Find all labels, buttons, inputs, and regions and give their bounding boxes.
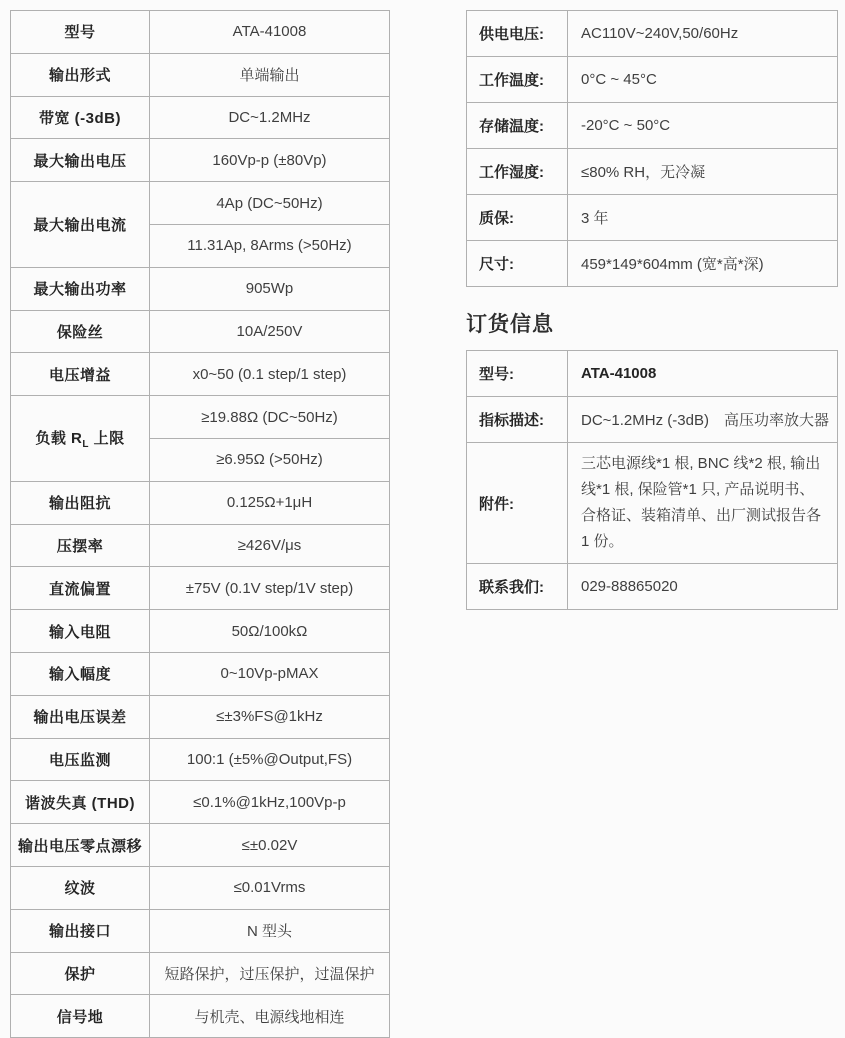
env-label-supply-voltage: 供电电压: <box>467 11 568 57</box>
table-row <box>11 952 390 995</box>
table-row <box>11 396 390 439</box>
spec-value-slew-rate: ≥426V/μs <box>150 524 390 567</box>
env-value-operating-humidity: ≤80% RH，无冷凝 <box>568 149 838 195</box>
order-label-description: 指标描述: <box>467 397 568 443</box>
spec-value-model: ATA-41008 <box>150 11 390 54</box>
table-row <box>11 182 390 225</box>
spec-label-voltage-monitor: 电压监测 <box>11 738 150 781</box>
spec-label-load-rl-limit <box>11 396 150 482</box>
env-label-storage-temp: 存储温度: <box>467 103 568 149</box>
spec-table <box>10 10 390 1038</box>
spec-value-max-output-current-2: 11.31Ap, 8Arms (>50Hz) <box>150 224 390 267</box>
table-row <box>11 481 390 524</box>
table-row <box>467 195 838 241</box>
order-label-contact: 联系我们: <box>467 564 568 610</box>
spec-value-max-output-current-1: 4Ap (DC~50Hz) <box>150 182 390 225</box>
table-row <box>11 824 390 867</box>
spec-label-input-amplitude: 输入幅度 <box>11 652 150 695</box>
spec-value-output-form: 单端输出 <box>150 53 390 96</box>
spec-value-protection: 短路保护，过压保护，过温保护 <box>150 952 390 995</box>
env-value-operating-temp: 0°C ~ 45°C <box>568 57 838 103</box>
spec-label-protection: 保护 <box>11 952 150 995</box>
spec-value-output-impedance: 0.125Ω+1μH <box>150 481 390 524</box>
spec-value-voltage-gain: x0~50 (0.1 step/1 step) <box>150 353 390 396</box>
env-label-operating-temp: 工作温度: <box>467 57 568 103</box>
spec-label-thd: 谐波失真 (THD) <box>11 781 150 824</box>
table-row <box>11 524 390 567</box>
load-label-subscript: L <box>82 438 89 450</box>
order-value-accessories: 三芯电源线*1 根, BNC 线*2 根, 输出线*1 根, 保险管*1 只, 产品说明书、合格证、装箱清单、出厂测试报告各 1 份。 <box>568 443 838 564</box>
order-value-description: DC~1.2MHz (-3dB) 高压功率放大器 <box>568 397 838 443</box>
table-row <box>467 564 838 610</box>
table-row <box>11 738 390 781</box>
table-row <box>467 443 838 564</box>
env-value-supply-voltage: AC110V~240V,50/60Hz <box>568 11 838 57</box>
spec-value-load-rl-2: ≥6.95Ω (>50Hz) <box>150 438 390 481</box>
order-value-contact: 029-88865020 <box>568 564 838 610</box>
spec-value-input-resistance: 50Ω/100kΩ <box>150 610 390 653</box>
table-row <box>467 57 838 103</box>
env-label-warranty: 质保: <box>467 195 568 241</box>
table-row <box>11 652 390 695</box>
order-label-accessories: 附件: <box>467 443 568 564</box>
right-column <box>466 10 838 610</box>
spec-label-voltage-gain: 电压增益 <box>11 353 150 396</box>
env-value-dimensions: 459*149*604mm (宽*高*深) <box>568 241 838 287</box>
table-row <box>11 11 390 54</box>
spec-value-bandwidth: DC~1.2MHz <box>150 96 390 139</box>
spec-value-max-output-voltage: 160Vp-p (±80Vp) <box>150 139 390 182</box>
table-row <box>11 353 390 396</box>
spec-value-max-output-power: 905Wp <box>150 267 390 310</box>
order-label-model: 型号: <box>467 351 568 397</box>
table-row <box>467 103 838 149</box>
table-row <box>11 866 390 909</box>
table-row <box>11 695 390 738</box>
table-row <box>467 241 838 287</box>
spec-label-output-connector: 输出接口 <box>11 909 150 952</box>
spec-value-thd: ≤0.1%@1kHz,100Vp-p <box>150 781 390 824</box>
environment-table <box>466 10 838 287</box>
spec-label-fuse: 保险丝 <box>11 310 150 353</box>
env-value-warranty: 3 年 <box>568 195 838 241</box>
table-row <box>11 909 390 952</box>
table-row <box>11 267 390 310</box>
table-row <box>11 567 390 610</box>
spec-value-zero-drift: ≤±0.02V <box>150 824 390 867</box>
order-info-heading: 订货信息 <box>466 313 554 336</box>
spec-value-load-rl-1: ≥19.88Ω (DC~50Hz) <box>150 396 390 439</box>
spec-label-output-impedance: 输出阻抗 <box>11 481 150 524</box>
table-row <box>11 139 390 182</box>
spec-label-signal-ground: 信号地 <box>11 995 150 1038</box>
table-row <box>467 149 838 195</box>
spec-label-input-resistance: 输入电阻 <box>11 610 150 653</box>
order-info-table <box>466 350 838 610</box>
spec-value-signal-ground: 与机壳、电源线地相连 <box>150 995 390 1038</box>
spec-label-dc-offset: 直流偏置 <box>11 567 150 610</box>
table-row <box>467 11 838 57</box>
spec-label-max-output-voltage: 最大输出电压 <box>11 139 150 182</box>
spec-value-input-amplitude: 0~10Vp-pMAX <box>150 652 390 695</box>
load-label-prefix: 负载 R <box>35 429 83 447</box>
table-row <box>11 610 390 653</box>
env-label-dimensions: 尺寸: <box>467 241 568 287</box>
spec-value-voltage-monitor: 100:1 (±5%@Output,FS) <box>150 738 390 781</box>
env-label-operating-humidity: 工作湿度: <box>467 149 568 195</box>
table-row <box>11 310 390 353</box>
spec-label-max-output-power: 最大输出功率 <box>11 267 150 310</box>
table-row <box>11 781 390 824</box>
table-row <box>11 995 390 1038</box>
table-row <box>467 351 838 397</box>
spec-label-max-output-current: 最大输出电流 <box>11 182 150 268</box>
load-label-suffix: 上限 <box>88 429 125 447</box>
spec-label-model: 型号 <box>11 11 150 54</box>
spec-value-output-voltage-error: ≤±3%FS@1kHz <box>150 695 390 738</box>
table-row <box>467 397 838 443</box>
spec-value-ripple: ≤0.01Vrms <box>150 866 390 909</box>
spec-value-output-connector: N 型头 <box>150 909 390 952</box>
spec-label-output-voltage-error: 输出电压误差 <box>11 695 150 738</box>
spec-label-bandwidth: 带宽 (-3dB) <box>11 96 150 139</box>
table-row <box>11 53 390 96</box>
spec-value-fuse: 10A/250V <box>150 310 390 353</box>
table-row <box>11 96 390 139</box>
spec-value-dc-offset: ±75V (0.1V step/1V step) <box>150 567 390 610</box>
spec-label-output-form: 输出形式 <box>11 53 150 96</box>
spec-label-slew-rate: 压摆率 <box>11 524 150 567</box>
spec-label-ripple: 纹波 <box>11 866 150 909</box>
order-value-model: ATA-41008 <box>568 351 838 397</box>
env-value-storage-temp: -20°C ~ 50°C <box>568 103 838 149</box>
spec-label-zero-drift: 输出电压零点漂移 <box>11 824 150 867</box>
